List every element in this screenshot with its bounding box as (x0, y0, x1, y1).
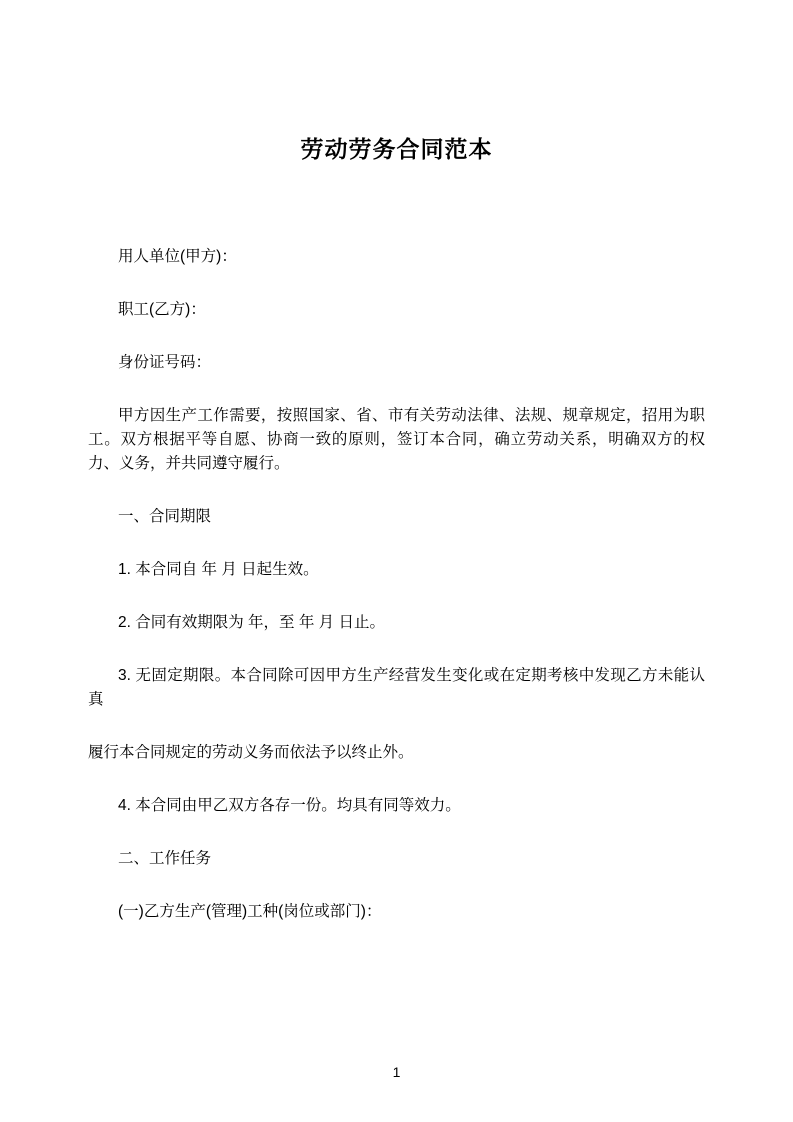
paragraph-clause-1-3-continued: 履行本合同规定的劳动义务而依法予以终止外。 (88, 744, 414, 762)
paragraph-preamble: 甲方因生产工作需要，按照国家、省、市有关劳动法律、法规、规章规定，招用为职工。双方根据平等自愿、协商一致的原则，签订本合同，确立劳动关系，明确双方的权力、义务，并共同遵守履行。 (88, 407, 705, 473)
paragraph-clause-1-3: 3. 无固定期限。本合同除可因甲方生产经营发生变化或在定期考核中发现乙方未能认真 (88, 667, 705, 709)
paragraph-employee-line: 职工(乙方)： (118, 301, 206, 319)
paragraph-employer-line: 用人单位(甲方)： (118, 248, 237, 266)
page-title: 劳动劳务合同范本 (300, 136, 493, 162)
paragraph-clause-1-1: 1. 本合同自 年 月 日起生效。 (118, 561, 319, 579)
page-number: 1 (392, 1064, 401, 1080)
paragraph-clause-1-4: 4. 本合同由甲乙双方各存一份。均具有同等效力。 (118, 797, 461, 815)
heading-section-2: 二、工作任务 (118, 850, 212, 868)
heading-section-1: 一、合同期限 (118, 508, 212, 526)
paragraph-clause-2-1: (一)乙方生产(管理)工种(岗位或部门)： (118, 903, 382, 921)
document-body (88, 245, 705, 924)
paragraph-clause-1-2: 2. 合同有效期限为 年，至 年 月 日止。 (118, 614, 385, 632)
paragraph-id-number-line: 身份证号码： (118, 354, 212, 372)
